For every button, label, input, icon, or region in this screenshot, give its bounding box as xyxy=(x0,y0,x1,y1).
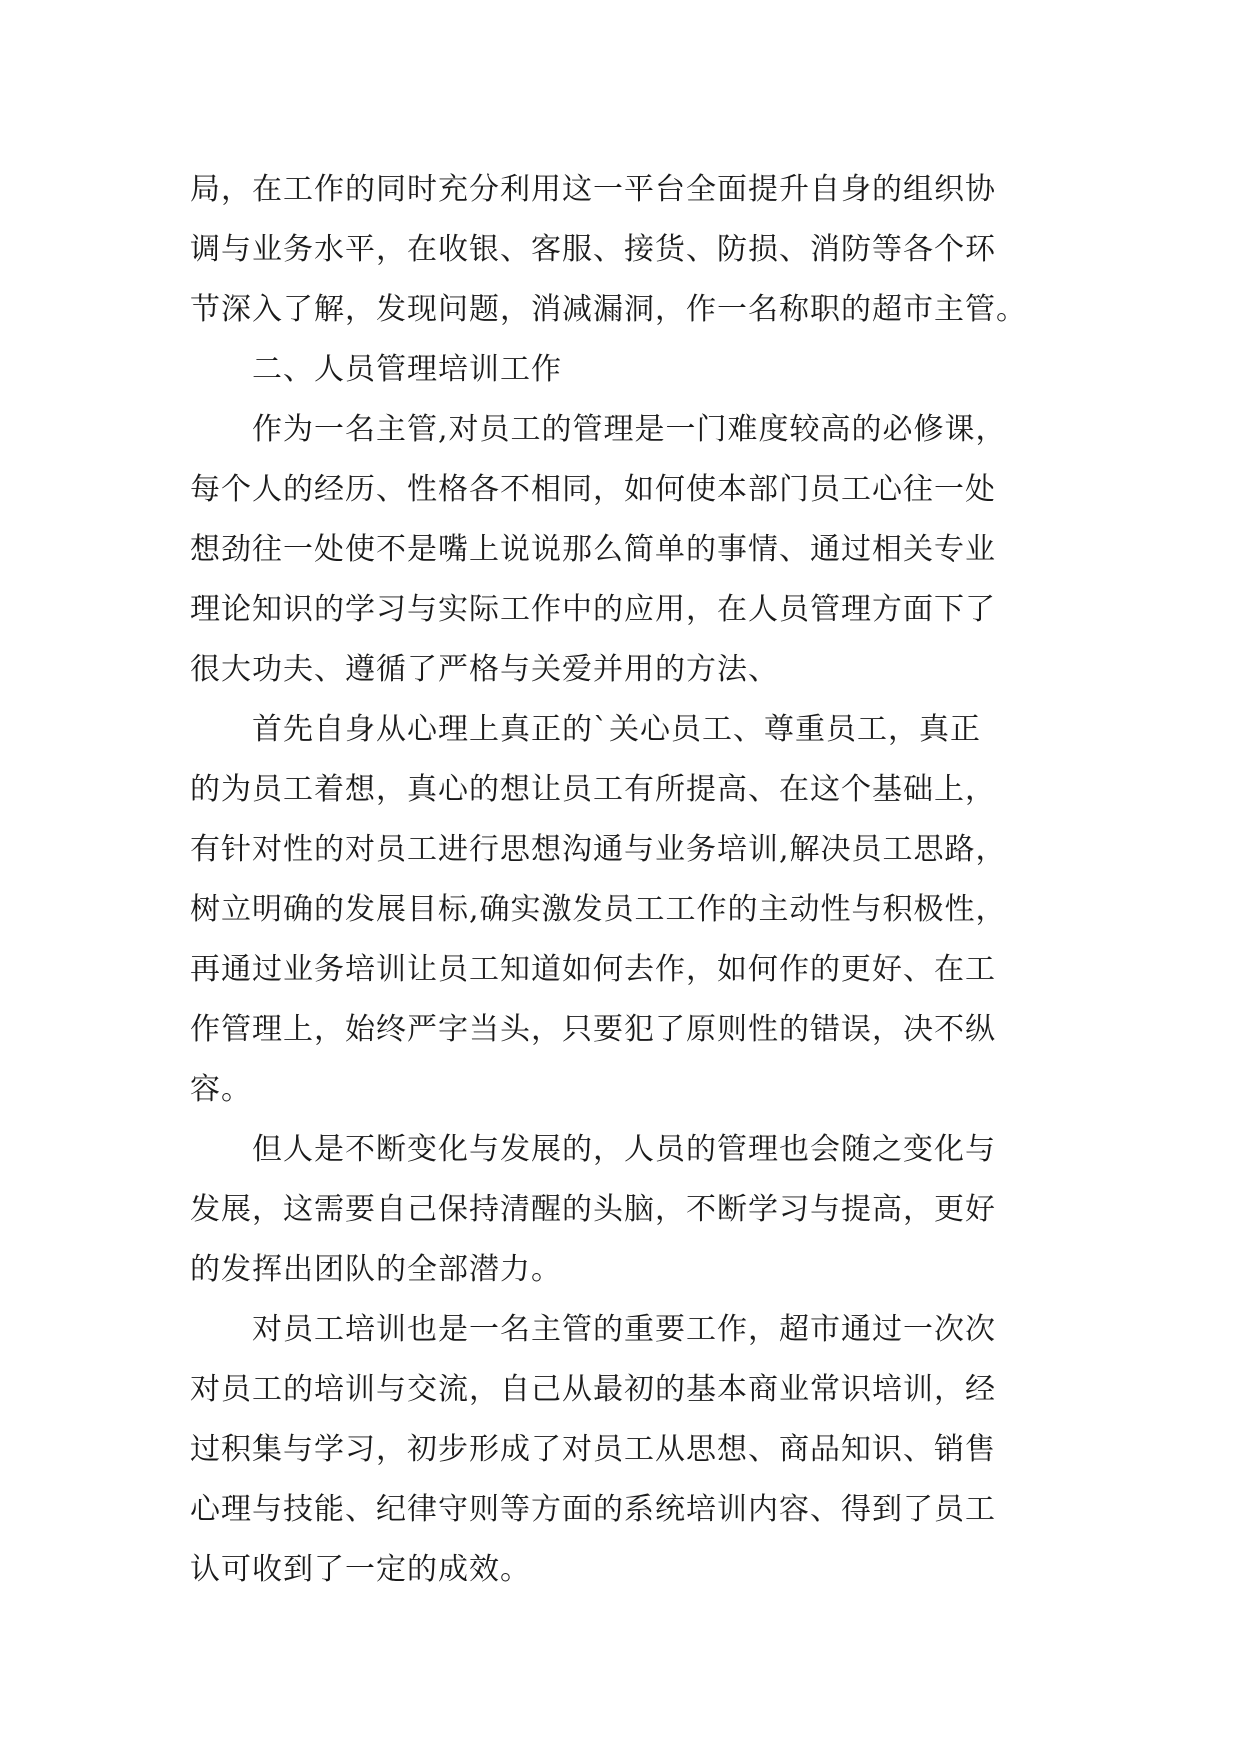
paragraph xyxy=(190,700,1070,1120)
text-line: 的发挥出团队的全部潜力。 xyxy=(190,1252,562,1287)
text-line: 的为员工着想，真心的想让员工有所提高、在这个基础上， xyxy=(190,772,996,807)
text-line: 发展，这需要自己保持清醒的头脑，不断学习与提高，更好 xyxy=(190,1192,996,1227)
text-line: 每个人的经历、性格各不相同，如何使本部门员工心往一处 xyxy=(190,472,996,507)
text-line: 过积集与学习，初步形成了对员工从思想、商品知识、销售 xyxy=(190,1432,996,1467)
text-line: 再通过业务培训让员工知道如何去作，如何作的更好、在工 xyxy=(190,952,996,987)
text-line: 树立明确的发展目标,确实激发员工工作的主动性与积极性， xyxy=(190,892,1007,927)
text-line: 局，在工作的同时充分利用这一平台全面提升自身的组织协 xyxy=(190,172,996,207)
text-line: 首先自身从心理上真正的`关心员工、尊重员工，真正 xyxy=(252,712,981,747)
paragraph xyxy=(190,400,1070,700)
paragraph xyxy=(190,160,1070,340)
heading-text: 二、人员管理培训工作 xyxy=(252,352,562,387)
text-line: 想劲往一处使不是嘴上说说那么简单的事情、通过相关专业 xyxy=(190,532,996,567)
document-body xyxy=(190,160,1070,1600)
text-line: 作为一名主管,对员工的管理是一门难度较高的必修课， xyxy=(252,412,1007,447)
text-line: 容。 xyxy=(190,1072,252,1107)
text-line: 对员工培训也是一名主管的重要工作，超市通过一次次 xyxy=(252,1312,996,1347)
text-line: 调与业务水平，在收银、客服、接货、防损、消防等各个环 xyxy=(190,232,996,267)
text-line: 但人是不断变化与发展的，人员的管理也会随之变化与 xyxy=(252,1132,996,1167)
paragraph xyxy=(190,1300,1070,1600)
section-heading xyxy=(190,340,1070,400)
paragraph xyxy=(190,1120,1070,1300)
text-line: 对员工的培训与交流，自己从最初的基本商业常识培训，经 xyxy=(190,1372,996,1407)
text-line: 心理与技能、纪律守则等方面的系统培训内容、得到了员工 xyxy=(190,1492,996,1527)
text-line: 作管理上，始终严字当头，只要犯了原则性的错误，决不纵 xyxy=(190,1012,996,1047)
text-line: 很大功夫、遵循了严格与关爱并用的方法、 xyxy=(190,652,779,687)
text-line: 有针对性的对员工进行思想沟通与业务培训,解决员工思路， xyxy=(190,832,1007,867)
text-line: 理论知识的学习与实际工作中的应用，在人员管理方面下了 xyxy=(190,592,996,627)
text-line: 节深入了解，发现问题，消减漏洞，作一名称职的超市主管。 xyxy=(190,292,1027,327)
text-line: 认可收到了一定的成效。 xyxy=(190,1552,531,1587)
